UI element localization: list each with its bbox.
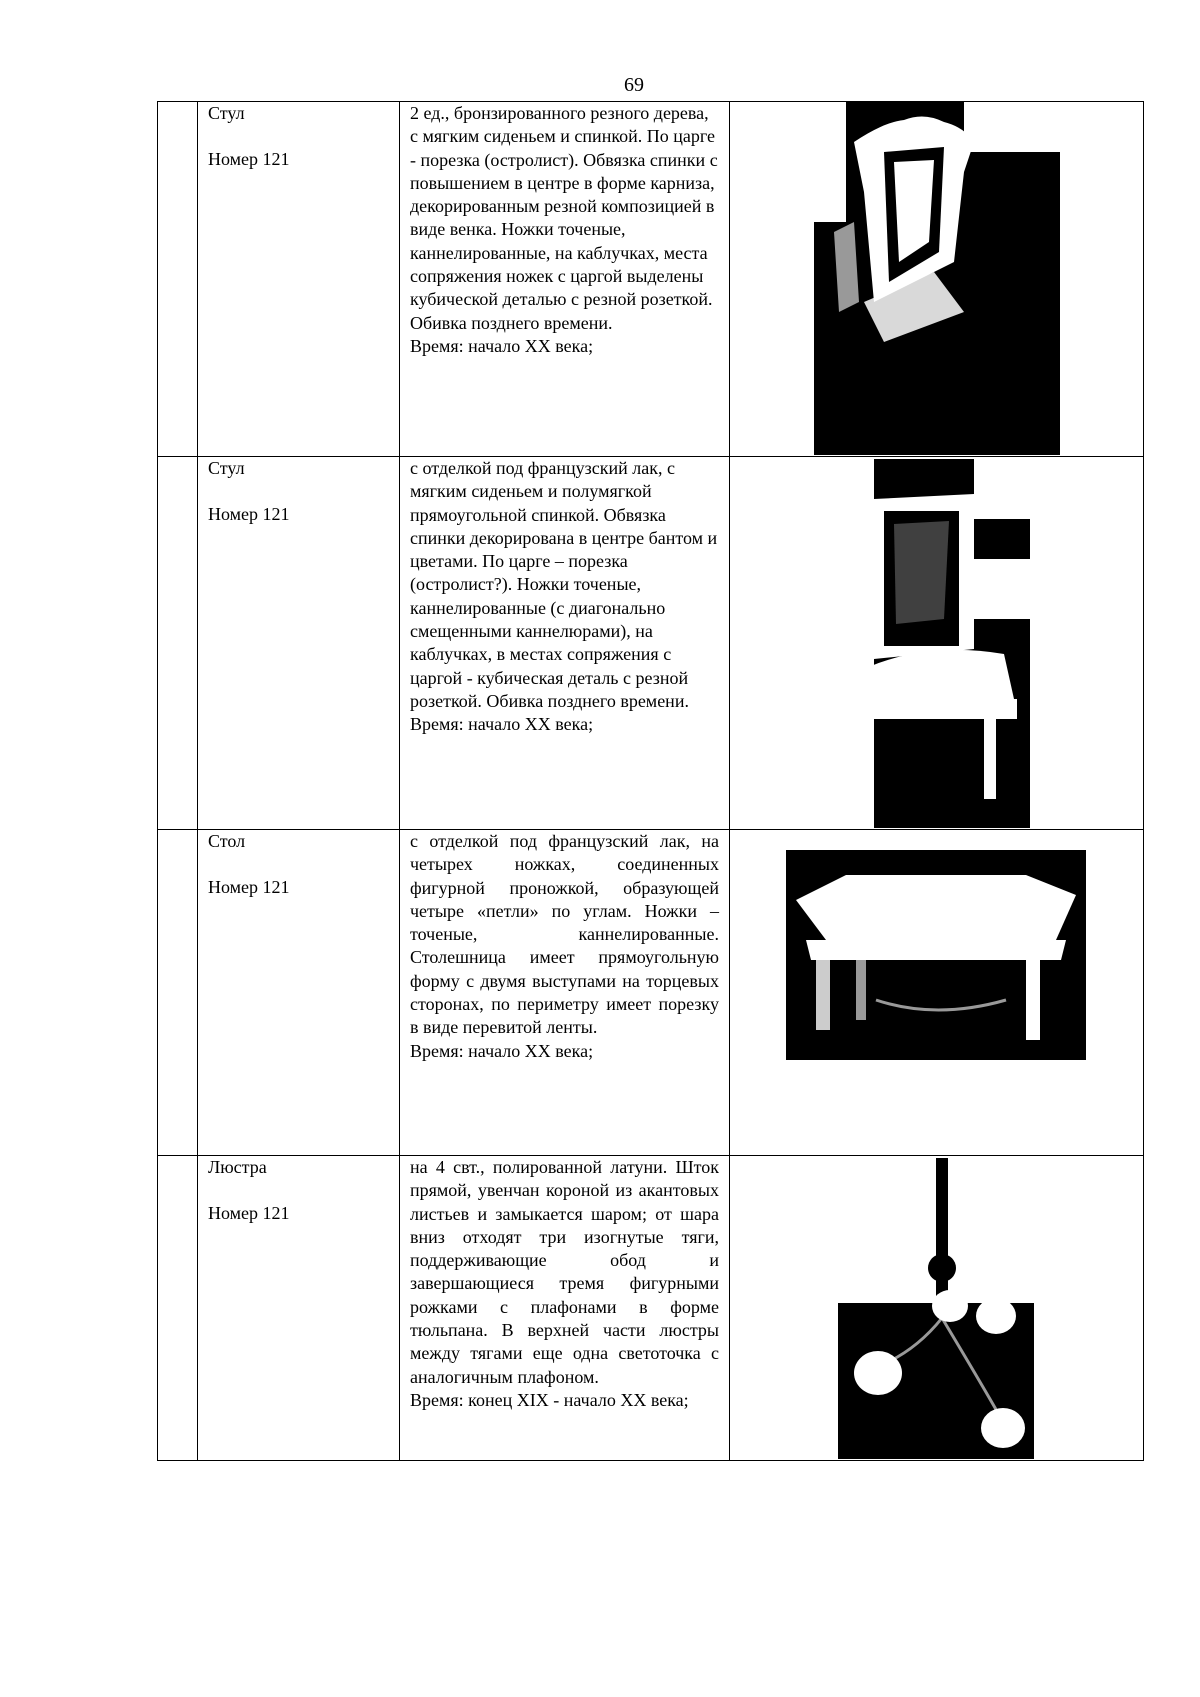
row-number-cell <box>158 830 198 1156</box>
item-name-cell <box>198 830 400 1156</box>
chandelier-photo-icon <box>838 1158 1034 1459</box>
item-name-cell <box>198 102 400 457</box>
row-number-cell <box>158 1156 198 1461</box>
item-description-cell <box>400 102 730 457</box>
item-description-cell <box>400 457 730 830</box>
item-number: Номер 121 <box>208 877 290 897</box>
chair-photo-icon <box>834 459 1030 828</box>
row-number-cell <box>158 102 198 457</box>
row-number-cell <box>158 457 198 830</box>
item-title: Стол <box>208 831 246 851</box>
item-number: Номер 121 <box>208 504 290 524</box>
item-title: Люстра <box>208 1157 267 1177</box>
table-row <box>158 457 1144 830</box>
item-time: Время: начало XX века; <box>410 1040 594 1061</box>
item-description: с отделкой под французский лак, с мягким сиденьем и полумягкой прямоугольной спинкой. Обвязка спинки декорирована в центре бантом и цветами. По царге – порезка (остролист?). Ножки точеные, каннелированные (с диагонально смещенными каннелюрами), на каблучках, в местах сопряжения с царгой - кубическая деталь с резной розеткой. Обивка позднего времени. Время: начало XX века; <box>410 458 718 735</box>
item-description-cell <box>400 830 730 1156</box>
item-name-cell <box>198 457 400 830</box>
item-description-cell <box>400 1156 730 1461</box>
item-title: Стул <box>208 103 245 123</box>
item-photo-cell <box>730 457 1144 830</box>
item-description: на 4 свт., полированной латуни. Шток прямой, увенчан короной из акантовых листьев и замыкается шаром; от шара вниз отходят три изогнутые тяги, поддерживающие обод и завершающиеся тремя фигурными рожками с плафонами в форме тюльпана. В верхней части люстры между тягами еще одна светоточка с аналогичным плафоном. <box>410 1157 719 1387</box>
item-number: Номер 121 <box>208 149 290 169</box>
item-title: Стул <box>208 458 245 478</box>
item-time: Время: конец XIX - начало XX века; <box>410 1389 689 1410</box>
item-photo-cell <box>730 1156 1144 1461</box>
item-description: с отделкой под французский лак, на четырех ножках, соединенных фигурной проножкой, образующей четыре «петли» по углам. Ножки – точеные, каннелированные. Столешница имеет прямоугольную форму с двумя выступами на торцевых сторонах, по периметру имеет порезку в виде перевитой ленты. <box>410 831 719 1038</box>
item-photo-cell <box>730 102 1144 457</box>
item-name-cell <box>198 1156 400 1461</box>
table-photo-icon <box>786 850 1086 1060</box>
item-time: Время: начало XX века; <box>410 335 594 356</box>
table-row <box>158 102 1144 457</box>
item-description: 2 ед., бронзированного резного дерева, с мягким сиденьем и спинкой. По царге - порезка (остролист). Обвязка спинки с повышением в центре в форме карниза, декорированным резной композицией в виде венка. Ножки точеные, каннелированные, на каблучках, места сопряжения ножек с царгой выделены кубической деталью с резной розеткой. Обивка позднего времени. <box>410 103 718 333</box>
inventory-table <box>157 101 1144 1461</box>
table-row <box>158 830 1144 1156</box>
chair-photo-icon <box>814 102 1060 455</box>
page-number: 69 <box>624 74 644 96</box>
table-row <box>158 1156 1144 1461</box>
item-number: Номер 121 <box>208 1203 290 1223</box>
item-photo-cell <box>730 830 1144 1156</box>
